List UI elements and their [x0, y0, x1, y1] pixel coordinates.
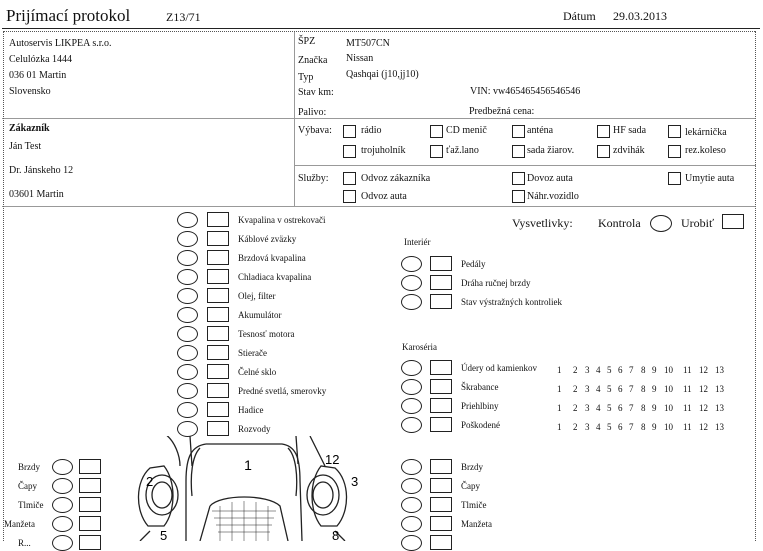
do-box[interactable]	[430, 360, 452, 375]
do-box[interactable]	[430, 398, 452, 413]
car-number-1: 1	[244, 457, 252, 473]
scale-number[interactable]: 9	[652, 365, 657, 375]
service-checkbox-pickup-customer[interactable]	[343, 172, 356, 185]
scale-number[interactable]: 1	[557, 403, 562, 413]
do-box[interactable]	[207, 212, 229, 227]
wheel-left-label: Čapy	[18, 481, 37, 491]
check-item-label: Kvapalina v ostrekovači	[238, 215, 326, 225]
car-number-2: 2	[146, 474, 154, 489]
divider-row3	[2, 206, 756, 207]
do-box[interactable]	[207, 288, 229, 303]
scale-number[interactable]: 13	[715, 422, 724, 432]
scale-number[interactable]: 11	[683, 422, 692, 432]
check-circle[interactable]	[401, 417, 422, 433]
do-box[interactable]	[207, 383, 229, 398]
scale-number[interactable]: 9	[652, 422, 657, 432]
customer-name: Ján Test	[9, 141, 42, 152]
do-box[interactable]	[207, 402, 229, 417]
scale-number[interactable]: 7	[629, 422, 634, 432]
divider-row1	[2, 118, 756, 119]
scale-number[interactable]: 4	[596, 403, 601, 413]
do-box[interactable]	[207, 364, 229, 379]
check-circle[interactable]	[177, 421, 198, 437]
do-box[interactable]	[207, 421, 229, 436]
wheel-right-label: Brzdy	[461, 462, 483, 472]
do-box[interactable]	[207, 326, 229, 341]
interior-item-label: Stav výstražných kontroliek	[461, 297, 562, 307]
scale-number[interactable]: 1	[557, 422, 562, 432]
scale-number[interactable]: 4	[596, 384, 601, 394]
scale-number[interactable]: 6	[618, 422, 623, 432]
do-box[interactable]	[207, 250, 229, 265]
scale-number[interactable]: 11	[683, 384, 692, 394]
scale-number[interactable]: 10	[664, 384, 673, 394]
page-title: Prijímací protokol	[6, 6, 131, 25]
scale-number[interactable]: 13	[715, 403, 724, 413]
scale-number[interactable]: 7	[629, 403, 634, 413]
equipment-item-antenna: anténa	[527, 125, 554, 136]
company-street: Celulózka 1444	[9, 54, 73, 65]
scale-number[interactable]: 5	[607, 422, 612, 432]
dotted-border-right	[755, 31, 756, 541]
check-circle[interactable]	[401, 459, 422, 475]
type-value: Qashqai (j10,jj10)	[346, 69, 419, 80]
car-number-5: 5	[160, 528, 168, 541]
divider-row2	[294, 165, 756, 166]
scale-number[interactable]: 7	[629, 384, 634, 394]
scale-number[interactable]: 8	[641, 403, 646, 413]
equipment-item-firstaid: lekárnička	[685, 127, 727, 138]
check-circle[interactable]	[401, 497, 422, 513]
check-circle[interactable]	[177, 383, 198, 399]
wheel-right-label: Tlmiče	[461, 500, 487, 510]
equipment-checkbox-radio[interactable]	[343, 125, 356, 138]
check-circle[interactable]	[401, 275, 422, 291]
legend-label: Vysvetlivky:	[512, 216, 573, 230]
scale-number[interactable]: 9	[652, 403, 657, 413]
spz-label: ŠPZ	[298, 36, 316, 47]
check-circle[interactable]	[177, 364, 198, 380]
scale-number[interactable]: 13	[715, 365, 724, 375]
check-circle[interactable]	[177, 307, 198, 323]
wheel-left-label: R...	[18, 538, 31, 548]
equipment-checkbox-tow[interactable]	[430, 145, 443, 158]
do-box[interactable]	[207, 345, 229, 360]
scale-number[interactable]: 3	[585, 422, 590, 432]
do-box[interactable]	[430, 294, 452, 309]
scale-number[interactable]: 13	[715, 384, 724, 394]
scale-number[interactable]: 4	[596, 422, 601, 432]
do-box[interactable]	[430, 459, 452, 474]
left-front-wheel-outline	[138, 466, 173, 526]
do-box[interactable]	[79, 478, 101, 493]
car-number-8: 8	[332, 528, 340, 541]
equipment-item-spare: rez.koleso	[685, 145, 726, 156]
legend-check-circle	[650, 215, 672, 232]
fuel-label: Palivo:	[298, 107, 327, 118]
check-item-label: Chladiaca kvapalina	[238, 272, 312, 282]
scale-number[interactable]: 6	[618, 403, 623, 413]
brand-value: Nissan	[346, 53, 374, 64]
services-label: Služby:	[298, 173, 329, 184]
check-circle[interactable]	[177, 402, 198, 418]
equipment-item-cd: CD menič	[446, 125, 487, 136]
check-item-label: Brzdová kvapalina	[238, 253, 306, 263]
scale-number[interactable]: 8	[641, 384, 646, 394]
do-box[interactable]	[430, 417, 452, 432]
price-label: Predbežná cena:	[469, 106, 535, 117]
scale-number[interactable]: 5	[607, 365, 612, 375]
legend-do-label: Urobiť	[681, 216, 715, 230]
check-circle[interactable]	[177, 288, 198, 304]
check-circle[interactable]	[52, 459, 73, 475]
check-item-label: Predné svetlá, smerovky	[238, 386, 327, 396]
check-item-label: Tesnosť motora	[238, 329, 295, 339]
check-circle[interactable]	[177, 212, 198, 228]
vin-value: VIN: vw465465456546546	[470, 86, 581, 97]
do-box[interactable]	[79, 535, 101, 550]
wheel-right-label: Manžeta	[461, 519, 492, 529]
car-number-12: 12	[325, 452, 340, 467]
check-circle[interactable]	[401, 360, 422, 376]
do-box[interactable]	[430, 379, 452, 394]
wheel-left-label: Brzdy	[18, 462, 40, 472]
check-circle[interactable]	[401, 294, 422, 310]
protocol-number: Z13/71	[166, 10, 201, 24]
body-item-label: Škrabance	[461, 382, 499, 392]
check-circle[interactable]	[401, 478, 422, 494]
scale-number[interactable]: 3	[585, 403, 590, 413]
legend-check-label: Kontrola	[598, 216, 641, 230]
scale-number[interactable]: 2	[573, 422, 578, 432]
customer-heading: Zákazník	[9, 123, 50, 134]
scale-number[interactable]: 4	[596, 365, 601, 375]
car-diagram	[120, 436, 380, 541]
wheel-right-label: Čapy	[461, 481, 480, 491]
do-box[interactable]	[430, 256, 452, 271]
check-item-label: Akumulátor	[238, 310, 282, 320]
scale-number[interactable]: 2	[573, 403, 578, 413]
check-circle[interactable]	[177, 345, 198, 361]
equipment-item-bulbs: sada žiarov.	[527, 145, 575, 156]
body-heading: Karoséria	[402, 342, 437, 352]
date-value: 29.03.2013	[613, 9, 667, 23]
service-checkbox-wash[interactable]	[668, 172, 681, 185]
check-circle[interactable]	[52, 478, 73, 494]
service-item-pickup-customer: Odvoz zákazníka	[361, 173, 431, 184]
do-box[interactable]	[430, 275, 452, 290]
check-circle[interactable]	[177, 250, 198, 266]
equipment-item-radio: rádio	[361, 125, 382, 136]
check-circle[interactable]	[401, 398, 422, 414]
check-circle[interactable]	[401, 379, 422, 395]
equipment-item-triangle: trojuholník	[361, 145, 406, 156]
scale-number[interactable]: 7	[629, 365, 634, 375]
equipment-checkbox-spare[interactable]	[668, 145, 681, 158]
check-circle[interactable]	[177, 231, 198, 247]
service-item-replacement: Náhr.vozidlo	[527, 191, 579, 202]
scale-number[interactable]: 9	[652, 384, 657, 394]
body-item-label: Údery od kamienkov	[461, 363, 537, 373]
check-item-label: Káblové zväzky	[238, 234, 297, 244]
check-circle[interactable]	[177, 269, 198, 285]
check-item-label: Čelné sklo	[238, 367, 277, 377]
equipment-checkbox-firstaid[interactable]	[668, 125, 681, 138]
right-front-wheel-outline	[312, 466, 347, 526]
do-box[interactable]	[430, 535, 452, 550]
do-box[interactable]	[430, 478, 452, 493]
scale-number[interactable]: 6	[618, 365, 623, 375]
scale-number[interactable]: 6	[618, 384, 623, 394]
interior-item-label: Dráha ručnej brzdy	[461, 278, 531, 288]
do-box[interactable]	[79, 459, 101, 474]
service-checkbox-deliver-car[interactable]	[512, 172, 525, 185]
wheel-left-label: Tlmiče	[18, 500, 44, 510]
equipment-checkbox-antenna[interactable]	[512, 125, 525, 138]
scale-number[interactable]: 5	[607, 403, 612, 413]
service-checkbox-pickup-car[interactable]	[343, 190, 356, 203]
check-item-label: Rozvody	[238, 424, 271, 434]
check-circle[interactable]	[401, 535, 422, 551]
scale-number[interactable]: 10	[664, 422, 673, 432]
check-circle[interactable]	[52, 497, 73, 513]
service-checkbox-replacement[interactable]	[512, 190, 525, 203]
scale-number[interactable]: 1	[557, 365, 562, 375]
equipment-label: Výbava:	[298, 125, 332, 136]
interior-heading: Interiér	[404, 237, 431, 247]
equipment-item-tow: ťaž.lano	[446, 145, 479, 156]
equipment-item-hf: HF sada	[613, 125, 647, 136]
scale-number[interactable]: 3	[585, 384, 590, 394]
equipment-checkbox-hf[interactable]	[597, 125, 610, 138]
scale-number[interactable]: 12	[699, 384, 708, 394]
check-circle[interactable]	[177, 326, 198, 342]
type-label: Typ	[298, 72, 314, 83]
service-item-pickup-car: Odvoz auta	[361, 191, 407, 202]
equipment-checkbox-jack[interactable]	[597, 145, 610, 158]
scale-number[interactable]: 11	[683, 365, 692, 375]
company-city: 036 01 Martin	[9, 70, 67, 81]
scale-number[interactable]: 12	[699, 422, 708, 432]
check-circle[interactable]	[401, 256, 422, 272]
check-item-label: Stierače	[238, 348, 267, 358]
body-item-label: Priehlbiny	[461, 401, 499, 411]
car-number-3: 3	[351, 474, 359, 489]
scale-number[interactable]: 2	[573, 384, 578, 394]
equipment-item-jack: zdvihák	[613, 145, 645, 156]
customer-city: 03601 Martin	[9, 189, 64, 200]
scale-number[interactable]: 1	[557, 384, 562, 394]
scale-number[interactable]: 8	[641, 422, 646, 432]
legend-do-box	[722, 214, 744, 229]
check-item-label: Hadice	[238, 405, 264, 415]
scale-number[interactable]: 12	[699, 403, 708, 413]
brand-label: Značka	[298, 55, 328, 66]
service-item-deliver-car: Dovoz auta	[527, 173, 573, 184]
body-item-label: Poškodené	[461, 420, 500, 430]
scale-number[interactable]: 8	[641, 365, 646, 375]
dotted-border-left	[3, 31, 4, 541]
spz-value: MT507CN	[346, 38, 390, 49]
scale-number[interactable]: 2	[573, 365, 578, 375]
company-name: Autoservis LIKPEA s.r.o.	[9, 38, 112, 49]
customer-street: Dr. Jánskeho 12	[9, 165, 74, 176]
check-circle[interactable]	[401, 516, 422, 532]
scale-number[interactable]: 3	[585, 365, 590, 375]
equipment-checkbox-cd[interactable]	[430, 125, 443, 138]
scale-number[interactable]: 11	[683, 403, 692, 413]
check-circle[interactable]	[52, 516, 73, 532]
date-label: Dátum	[563, 9, 596, 23]
equipment-checkbox-triangle[interactable]	[343, 145, 356, 158]
wheel-left-label: Manžeta	[4, 519, 35, 529]
do-box[interactable]	[207, 269, 229, 284]
check-item-label: Olej, filter	[238, 291, 276, 301]
interior-item-label: Pedály	[461, 259, 486, 269]
do-box[interactable]	[79, 497, 101, 512]
equipment-checkbox-bulbs[interactable]	[512, 145, 525, 158]
scale-number[interactable]: 10	[664, 403, 673, 413]
scale-number[interactable]: 5	[607, 384, 612, 394]
do-box[interactable]	[207, 231, 229, 246]
check-circle[interactable]	[52, 535, 73, 551]
scale-number[interactable]: 12	[699, 365, 708, 375]
do-box[interactable]	[430, 516, 452, 531]
company-country: Slovensko	[9, 86, 51, 97]
km-label: Stav km:	[298, 87, 334, 98]
header-rule	[2, 28, 760, 29]
service-item-wash: Umytie auta	[685, 173, 735, 184]
do-box[interactable]	[207, 307, 229, 322]
scale-number[interactable]: 10	[664, 365, 673, 375]
do-box[interactable]	[79, 516, 101, 531]
dotted-border-top	[3, 31, 755, 32]
do-box[interactable]	[430, 497, 452, 512]
